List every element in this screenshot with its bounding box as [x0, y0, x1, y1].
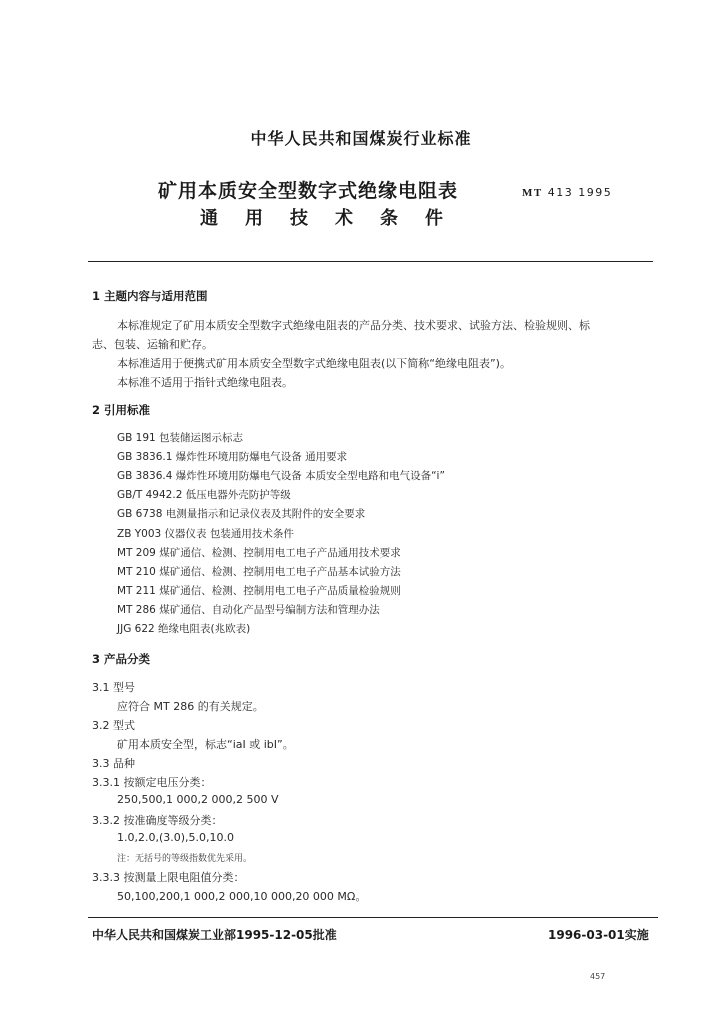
- reference-item: MT 209 煤矿通信、检测、控制用电工电子产品通用技术要求: [117, 547, 401, 559]
- document-subtitle: 通用技术条件: [200, 208, 470, 229]
- page-number: 457: [590, 972, 606, 981]
- reference-item: MT 286 煤矿通信、自动化产品型号编制方法和管理办法: [117, 604, 380, 616]
- reference-item: GB 191 包装储运图示标志: [117, 432, 244, 444]
- standard-number-value: 413 1995: [547, 186, 613, 199]
- subsection-3-3-3-heading: 3.3.3 按测量上限电阻值分类：: [92, 871, 245, 884]
- subsection-3-3-1-heading: 3.3.1 按额定电压分类：: [92, 776, 212, 789]
- section-1-paragraph-3: 本标准不适用于指针式绝缘电阻表。: [117, 376, 293, 389]
- section-1-paragraph-2: 本标准适用于便携式矿用本质安全型数字式绝缘电阻表(以下简称“绝缘电阻表”)。: [117, 357, 511, 370]
- subsection-3-3-2-note: 注：无括号的等级指数优先采用。: [117, 854, 253, 864]
- section-2-heading: 2 引用标准: [92, 403, 151, 417]
- section-1-paragraph-1-line-1: 本标准规定了矿用本质安全型数字式绝缘电阻表的产品分类、技术要求、试验方法、检验规则、标: [117, 319, 590, 332]
- reference-item: GB 6738 电测量指示和记录仪表及其附件的安全要求: [117, 508, 366, 520]
- effective-date: 1996-03-01实施: [548, 928, 649, 942]
- section-1-heading: 1 主题内容与适用范围: [92, 289, 208, 303]
- document-title: 矿用本质安全型数字式绝缘电阻表: [158, 180, 459, 202]
- reference-item: GB 3836.1 爆炸性环境用防爆电气设备 通用要求: [117, 451, 348, 463]
- reference-item: ZB Y003 仪器仪表 包装通用技术条件: [117, 528, 294, 540]
- issuing-organization: 中华人民共和国煤炭行业标准: [250, 129, 472, 148]
- reference-item: MT 211 煤矿通信、检测、控制用电工电子产品质量检验规则: [117, 585, 401, 597]
- reference-item: JJG 622 绝缘电阻表(兆欧表): [117, 623, 251, 635]
- footer-divider: [88, 917, 658, 918]
- subsection-3-3-1-text: 250,500,1 000,2 000,2 500 V: [117, 793, 279, 806]
- reference-item: GB 3836.4 爆炸性环境用防爆电气设备 本质安全型电路和电气设备“i”: [117, 470, 445, 482]
- header-divider: [88, 261, 653, 262]
- subsection-3-3-heading: 3.3 品种: [92, 757, 135, 770]
- subsection-3-3-2-text: 1.0,2.0,(3.0),5.0,10.0: [117, 831, 235, 844]
- section-1-paragraph-1-line-2: 志、包装、运输和贮存。: [92, 338, 213, 351]
- reference-item: MT 210 煤矿通信、检测、控制用电工电子产品基本试验方法: [117, 566, 401, 578]
- subsection-3-1-heading: 3.1 型号: [92, 681, 135, 694]
- standard-number: [522, 186, 612, 199]
- subsection-3-2-text: 矿用本质安全型，标志“iaI 或 ibI”。: [117, 738, 294, 751]
- section-3-heading: 3 产品分类: [92, 652, 151, 666]
- subsection-3-3-2-heading: 3.3.2 按准确度等级分类：: [92, 814, 223, 827]
- subsection-3-3-3-text: 50,100,200,1 000,2 000,10 000,20 000 MΩ。: [117, 890, 367, 903]
- subsection-3-1-text: 应符合 MT 286 的有关规定。: [117, 700, 264, 713]
- approval-statement: 中华人民共和国煤炭工业部1995-12-05批准: [92, 928, 337, 942]
- subsection-3-2-heading: 3.2 型式: [92, 719, 135, 732]
- standard-code: MT: [522, 187, 543, 199]
- reference-item: GB/T 4942.2 低压电器外壳防护等级: [117, 489, 291, 501]
